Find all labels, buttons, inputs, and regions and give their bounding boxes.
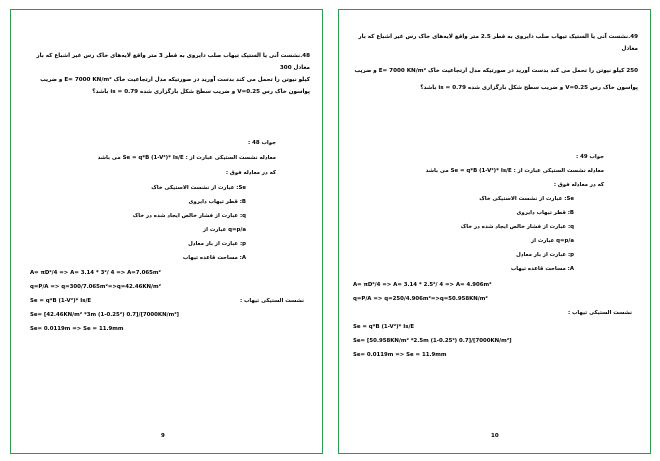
calc-line: Se = q*B (1-V²)* Is/E — [353, 324, 415, 330]
definition-line: Se: عبارت از نشست الاستیکی خاک — [479, 196, 574, 202]
calc-line: q=P/A => q=300/7.065m²=>q=42.46KN/m² — [30, 284, 161, 290]
definition-line: A: مساحت قاعده تیهاب — [510, 266, 574, 272]
side-label: نشست الستیکی تیهاب : — [239, 298, 304, 304]
definition-line: A: مساحت قاعده تیهاب — [182, 255, 246, 261]
question-text — [28, 50, 310, 98]
calc-line: A= πD²/4 => A= 3.14 * 2.5²/ 4 => A= 4.906m² — [353, 282, 492, 288]
where-line: که در معادله فوق : — [225, 170, 276, 176]
calc-line: Se= 0.0119m => Se = 11.9mm — [353, 352, 447, 358]
calc-line: Se= 0.0119m => Se = 11.9mm — [30, 326, 124, 332]
definition-line: Se: عبارت از نشست الاستیکی خاک — [151, 185, 246, 191]
calc-line: Se = q*B (1-V²)* Is/E — [30, 298, 92, 304]
document-page-right — [338, 9, 651, 454]
definition-line: q: عبارت از فشار خالص ایجاد شده در خاک — [460, 224, 574, 230]
definition-line: q=p/a عبارت از — [203, 227, 246, 233]
where-line: که در معادله فوق : — [553, 182, 604, 188]
definition-line: q=p/a عبارت از — [531, 238, 574, 244]
side-label: نشست الستیکی تیهاب : — [567, 310, 632, 316]
definition-line: B: قطر تیهاب دایروی — [516, 210, 574, 216]
page-number: 9 — [161, 433, 165, 439]
question-text — [350, 31, 638, 94]
question-line: کیلو نیوتن را تحمل می کند بدست آورید در صورتیکه مدل ارتجاعیت خاک E= 7000 KN/m² و ضریب — [40, 77, 310, 83]
question-line: 48.نشست آنی یا الستیک تیهاب صلب دایروی به قطر 3 متر واقع لایه‌های خاک رس غیر اشباع که بار معادل 300 — [36, 53, 310, 71]
question-line: پواسون خاک رس 0.25=V و ضریب سطح شکل بارگزاری شده is = 0.79 باشد؟ — [92, 89, 310, 95]
definition-line: B: قطر تیهاب دایروی — [188, 199, 246, 205]
calc-line: A= πD²/4 => A= 3.14 * 3²/ 4 => A=7.065m² — [30, 270, 161, 276]
answer-title: جواب 49 : — [576, 154, 604, 160]
definition-line: q: عبارت از فشار خالص ایجاد شده در خاک — [132, 213, 246, 219]
question-line: 49.نشست آنی یا الستیک تیهاب صلب دایروی به قطر 2.5 متر واقع لایه‌های خاک رس غیر اشباع که بار معادل — [358, 34, 638, 52]
question-line: پواسون خاک رس 0.25=V و ضریب سطح شکل بارگزاری شده is = 0.79 باشد؟ — [420, 85, 638, 91]
definition-line: p: عبارت از بار معادل — [188, 241, 246, 247]
formula-line: معادله نشست الستیکی عبارت از : Se = q*B (1-V²)* Is/E می باشد — [97, 155, 276, 161]
calc-line: q=P/A => q=250/4.906m²=>q=50.958KN/m² — [353, 296, 488, 302]
document-page-left — [10, 9, 323, 454]
answer-title: جواب 48 : — [248, 140, 276, 146]
calc-line: Se= [50.958KN/m² *2.5m (1-0.25²) 0.7]/[7000KN/m²] — [353, 338, 512, 344]
question-line: 250 کیلو نیوتن را تحمل می کند بدست آورید در صورتیکه مدل ارتجاعیت خاک E= 7000 KN/m² و ضریب — [354, 68, 638, 74]
page-number: 10 — [491, 433, 499, 439]
definition-line: p: عبارت از بار معادل — [516, 252, 574, 258]
calc-line: Se= [42.46KN/m² *3m (1-0.25²) 0.7]/[7000KN/m²] — [30, 312, 180, 318]
formula-line: معادله نشست الستیکی عبارت از : Se = q*B (1-V²)* Is/E می باشد — [425, 168, 604, 174]
